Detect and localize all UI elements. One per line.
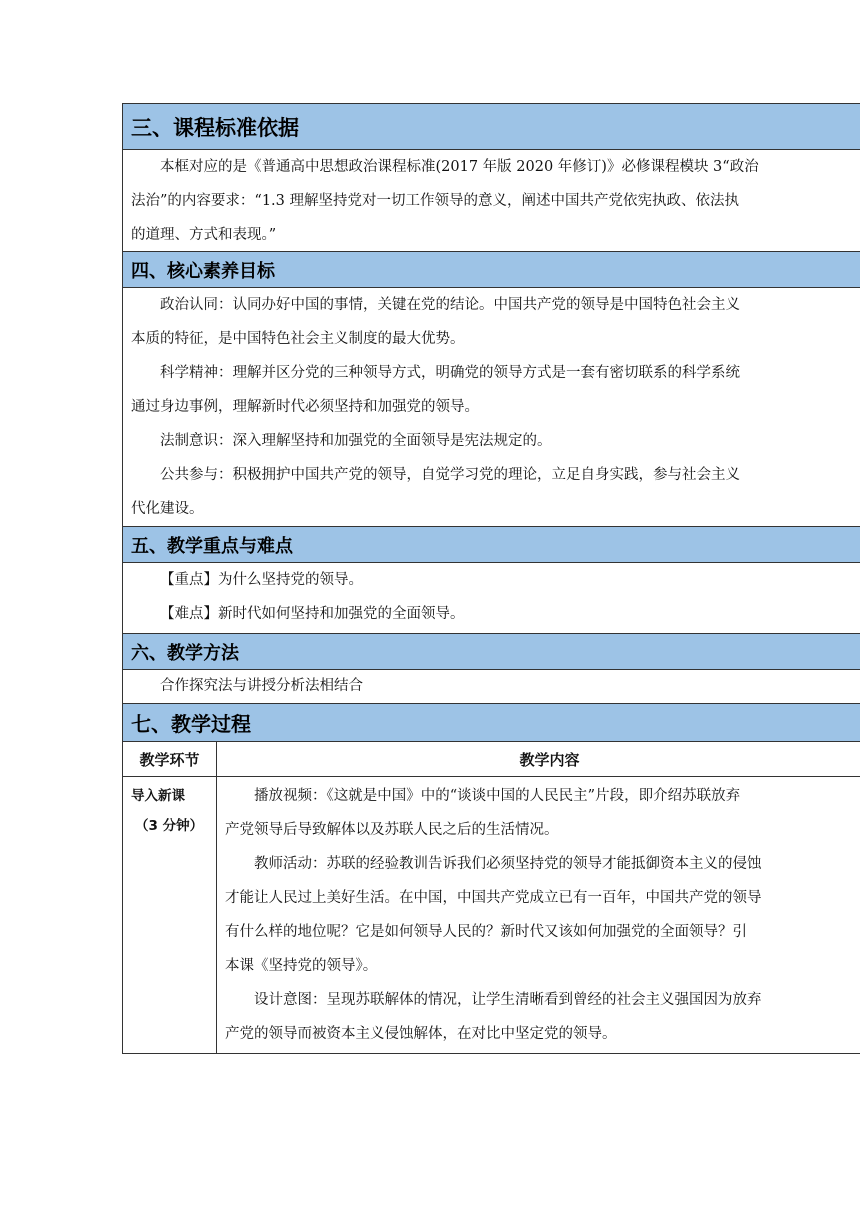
column-header-stage: 教学环节 xyxy=(123,742,217,777)
section-body-literacy xyxy=(122,287,860,526)
table-row xyxy=(123,777,860,1054)
text-line: 产党的领导而被资本主义侵蚀解体，在对比中坚定党的领导。 xyxy=(225,1026,617,1042)
text-line: 的道理、方式和表现。” xyxy=(131,227,277,243)
stage-cell xyxy=(123,777,217,1054)
text-line: 代化建设。 xyxy=(131,501,204,517)
text-line: 产党领导后导致解体以及苏联人民之后的生活情况。 xyxy=(225,822,559,838)
text-line: 设计意图：呈现苏联解体的情况，让学生清晰看到曾经的社会主义强国因为放弃 xyxy=(254,992,762,1008)
section-body-focus xyxy=(122,562,860,633)
text-line: 法制意识：深入理解坚持和加强党的全面领导是宪法规定的。 xyxy=(160,433,552,449)
section-title-literacy: 四、核心素养目标 xyxy=(122,251,860,287)
text-line: 合作探究法与讲授分析法相结合 xyxy=(160,678,363,694)
lesson-plan-document xyxy=(122,103,860,1054)
text-line: 才能让人民过上美好生活。在中国，中国共产党成立已有一百年，中国共产党的领导 xyxy=(225,890,762,906)
text-line: 通过身边事例，理解新时代必须坚持和加强党的领导。 xyxy=(131,399,479,415)
section-title-standards: 三、课程标准依据 xyxy=(122,103,860,149)
text-line: 本质的特征，是中国特色社会主义制度的最大优势。 xyxy=(131,331,465,347)
table-header-row xyxy=(123,742,860,777)
text-line: 科学精神：理解并区分党的三种领导方式，明确党的领导方式是一套有密切联系的科学系统 xyxy=(160,365,740,381)
text-line: 法治”的内容要求：“1.3 理解坚持党对一切工作领导的意义，阐述中国共产党依宪执政、依法执 xyxy=(131,193,739,209)
column-header-content: 教学内容 xyxy=(217,742,860,777)
section-title-process: 七、教学过程 xyxy=(122,703,860,741)
text-line: 本框对应的是《普通高中思想政治课程标准(2017 年版 2020 年修订)》必修课程模块 3“政治 xyxy=(160,159,759,175)
text-line: 播放视频：《这就是中国》中的“谈谈中国的人民民主”片段，即介绍苏联放弃 xyxy=(254,788,741,804)
text-line: 【难点】新时代如何坚持和加强党的全面领导。 xyxy=(160,606,465,622)
teaching-process-table xyxy=(122,741,860,1054)
section-title-method: 六、教学方法 xyxy=(122,633,860,669)
stage-duration: （3 分钟） xyxy=(135,818,204,834)
section-title-focus: 五、教学重点与难点 xyxy=(122,526,860,562)
stage-name: 导入新课 xyxy=(131,788,185,804)
text-line: 有什么样的地位呢？它是如何领导人民的？新时代又该如何加强党的全面领导？引 xyxy=(225,924,747,940)
text-line: 公共参与：积极拥护中国共产党的领导，自觉学习党的理论，立足自身实践，参与社会主义 xyxy=(160,467,740,483)
text-line: 【重点】为什么坚持党的领导。 xyxy=(160,572,363,588)
content-cell xyxy=(217,777,860,1054)
text-line: 教师活动：苏联的经验教训告诉我们必须坚持党的领导才能抵御资本主义的侵蚀 xyxy=(254,856,762,872)
section-body-method xyxy=(122,669,860,703)
text-line: 本课《坚持党的领导》。 xyxy=(225,958,378,974)
section-body-standards xyxy=(122,149,860,251)
text-line: 政治认同：认同办好中国的事情，关键在党的结论。中国共产党的领导是中国特色社会主义 xyxy=(160,297,740,313)
